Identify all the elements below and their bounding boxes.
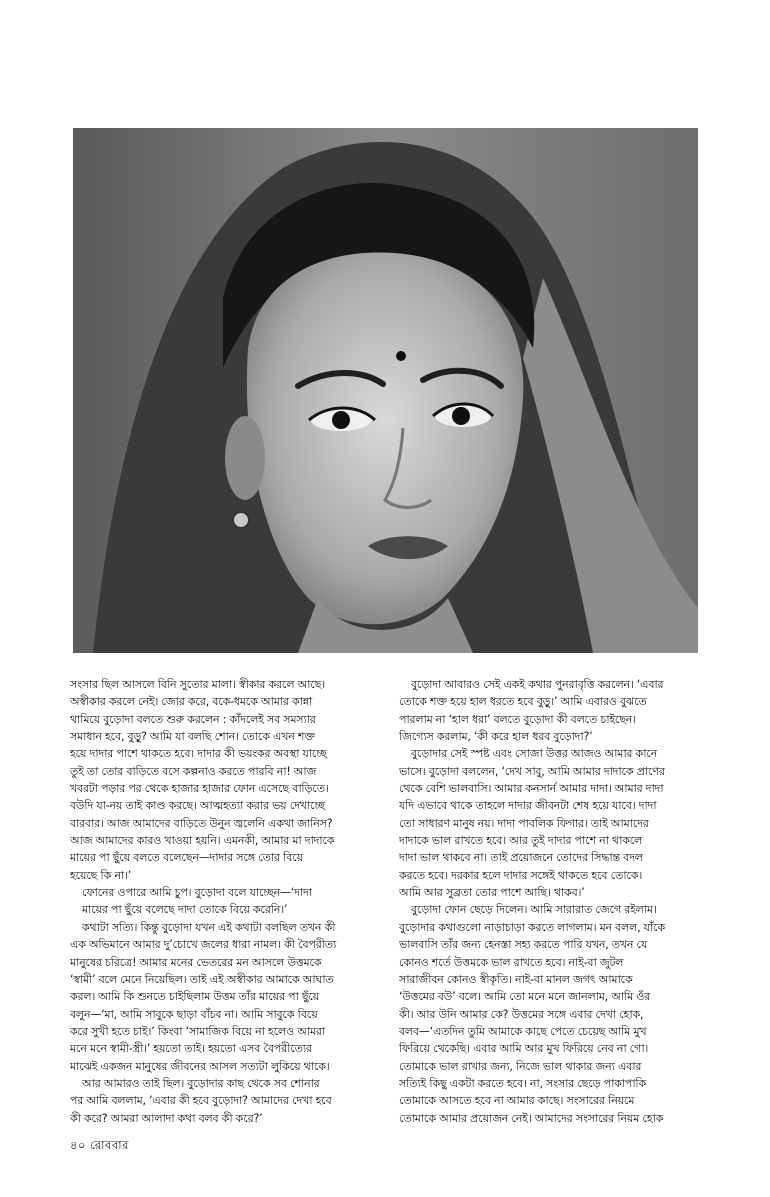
paragraph-line: তুই তা তোর বাড়িতে বসে কল্পনাও করতে পারবি না! আজ xyxy=(70,764,317,778)
paragraph-line: বুড়োদার সেই স্পষ্ট এবং সোজা উত্তর আজও আমার কানে xyxy=(411,747,658,761)
paragraph-line: সমাধান হবে, বুড়ু? আমি যা বলছি শোন। তোকে এখন শক্ত xyxy=(70,730,315,744)
paragraph-line: পর আমি বললাম, ‘এবার কী হবে বুড়োদা? আমাদের দেখা হবে xyxy=(70,1094,332,1108)
paragraph-line: তো সাধারণ মানুষ নয়। দাদা পাবলিক ফিগার। তাই আমাদের xyxy=(399,816,649,830)
paragraph-line: আজ আমাদের কারও খাওয়া হয়নি। এমনকী, আমার মা দাদাকে xyxy=(70,834,335,848)
magazine-name: রোববার xyxy=(90,1138,129,1152)
paragraph-line: তোকে শক্ত হয়ে হাল ধরতে হবে বুড়ু।’ আমি এবারও বুঝতে xyxy=(399,695,647,709)
paragraph-line: খবরটা পড়ার পর থেকে হাজার হাজার ফোন এসেছে বাড়িতে। xyxy=(70,782,329,796)
paragraph-line: পারলাম না ‘হাল ধরা’ বলতে বুড়োদা কী বলতে চাইছেন। xyxy=(399,712,636,726)
paragraph-line: আর আমারও তাই ছিল। বুড়োদার কাছ থেকে সব শোনার xyxy=(82,1076,320,1090)
paragraph-line: বুড়োদা ফোন ছেড়ে দিলেন। আমি সারারাত জেগে রইলাম। xyxy=(411,903,657,917)
paragraph-line: থেকে বেশি ভালবাসি। আমার কনসার্ন আমার দাদা। আমার দাদা xyxy=(399,782,664,796)
paragraph-line: সংসার ছিল আসলে বিনি সুতোর মালা। স্বীকার করলে আছে। xyxy=(70,678,325,691)
paragraph-line: করে সুখী হতে চাই।’ কিংবা ‘সামাজিক বিয়ে না হলেও আমরা xyxy=(70,1024,325,1038)
paragraph-line: এক অভিমানে আমার দু’চোখে জলের ধারা নামল। কী বৈপরীত্য xyxy=(70,938,337,952)
paragraph-line: জিগ্যেস করলাম, ‘কী করে হাল ধরব বুড়োদা?’ xyxy=(399,730,593,744)
article-column-left xyxy=(70,676,383,1124)
paragraph-line: আমি আর সুব্রতা তোর পাশে আছি। থাকব।’ xyxy=(399,886,585,900)
paragraph-line: করতে হবে। দরকার হলে দাদার সঙ্গেই থাকতে হবে তোকে। xyxy=(399,868,643,882)
page-footer xyxy=(70,1137,129,1156)
paragraph-line: বুড়োদার কথাগুলো নাড়াচাড়া করতে লাগলাম। মন বলল, যাঁকে xyxy=(399,920,665,934)
paragraph-line: দাদাকে ভাল রাখতে হবে। আর তুই দাদার পাশে না থাকলে xyxy=(399,834,643,848)
paragraph-line: কী। আর উনি আমার কে? উত্তমের সঙ্গে এবার দেখা হোক, xyxy=(399,1007,644,1021)
paragraph-line: হয়েছে কি না।’ xyxy=(70,868,132,882)
paragraph-line: ভাসে। বুড়োদা বললেন, ‘দেখ সাবু, আমি আমার দাদাকে প্রাণের xyxy=(399,764,665,778)
paragraph-line: মানুষের চরিত্রে! আমার মনের ভেতরের মন আসলে উত্তমকে xyxy=(70,955,322,969)
paragraph-line: বলুন—‘মা, আমি সাবুকে ছাড়া বাঁচব না। আমি সাবুকে বিয়ে xyxy=(70,1007,318,1021)
article-column-right xyxy=(399,676,712,1124)
paragraph-line: কোনও শর্তে উত্তমকে ভাল রাখতে হবে। নাই-বা জুটল xyxy=(399,955,624,969)
page-number: ৪০ xyxy=(70,1138,86,1152)
paragraph-line: ভালবাসি তাঁর জন্য হেনস্তা সহ্য করতে পারি যখন, তখন যে xyxy=(399,938,648,952)
paragraph-line: করল। আমি কি শুনতে চাইছিলাম উত্তম তাঁর মায়ের পা ছুঁয়ে xyxy=(70,990,320,1004)
paragraph-line: তোমাকে আমার প্রয়োজন নেই। আমাদের সংসারের নিয়ম হোক xyxy=(399,1111,664,1124)
paragraph-line: হয়ে দাদার পাশে থাকতে হবে। দাদার কী ভয়ংকর অবস্থা যাচ্ছে xyxy=(70,747,327,761)
paragraph-line: সত্যিই কিছু একটা করতে হবে। না, সংসার ছেড়ে পাকাপাকি xyxy=(399,1076,647,1090)
paragraph-line: অস্বীকার করলে নেই। জোর করে, বকে-ধমকে আমার কান্না xyxy=(70,695,313,709)
paragraph-line: বুড়োদা আবারও সেই একই কথার পুনরাবৃত্তি করলেন। ‘এবার xyxy=(411,678,664,691)
paragraph-line: যদি এভাবে থাকে তাহলে দাদার জীবনটা শেষ হয়ে যাবে। দাদা xyxy=(399,799,657,813)
portrait-illustration xyxy=(73,128,698,653)
paragraph-line: থামিয়ে বুড়োদা বলতে শুরু করলেন : কাঁদলেই সব সমস্যার xyxy=(70,712,316,726)
paragraph-line: ফিরিয়ে থেকেছি। এবার আমি আর মুখ ফিরিয়ে নেব না গো। xyxy=(399,1042,649,1056)
paragraph-line: দাদা ভাল থাকবে না। তাই প্রয়োজনে তোদের সিদ্ধান্ত বদল xyxy=(399,851,643,865)
paragraph-line: ‘উত্তমের বউ’ বলে। আমি তো মনে মনে জানলাম, আমি ওঁর xyxy=(399,990,651,1004)
paragraph-line: বউদি যা-নয় তাই কাণ্ড করছে। আত্মহত্যা করার ভয় দেখাচ্ছে xyxy=(70,799,325,813)
paragraph-line: তোমাকে আসতে হবে না আমার কাছে। সংসারের নিয়মে xyxy=(399,1094,635,1108)
paragraph-line: বলব—‘এতদিন তুমি আমাকে কাছে পেতে চেয়েছ আমি মুখ xyxy=(399,1024,647,1038)
paragraph-line: মনে মনে স্বামী-স্ত্রী।’ হয়তো তাই। হয়তো এসব বৈপরীত্যের xyxy=(70,1042,312,1056)
paragraph-line: মায়ের পা ছুঁয়ে বলতে বলেছেন—দাদার সঙ্গে তোর বিয়ে xyxy=(70,851,303,865)
portrait-photo xyxy=(73,128,698,653)
paragraph-line: ফোনের ওপারে আমি চুপ। বুড়োদা বলে যাচ্ছেন—‘দাদা xyxy=(82,886,312,900)
paragraph-line: মায়ের পা ছুঁয়ে বলেছে দাদা তোকে বিয়ে করেনি।’ xyxy=(82,903,288,917)
paragraph-line: ‘স্বামী’ বলে মেনে নিয়েছিল। তাই এই অস্বীকার আমাকে আঘাত xyxy=(70,972,334,986)
paragraph-line: কী করে? আমরা আলাদা কথা বলব কী করে?’ xyxy=(70,1111,263,1124)
paragraph-line: মাঝেই একজন মানুষের জীবনের আসল সত্যটা লুকিয়ে থাকে। xyxy=(70,1059,330,1073)
paragraph-line: তোমাকে ভাল রাখার জন্য, নিজে ভাল থাকার জন্য এবার xyxy=(399,1059,642,1073)
paragraph-line: কথাটা সত্যি। কিন্তু বুড়োদা যখন এই কথাটা বলছিল তখন কী xyxy=(82,920,336,934)
paragraph-line: বারবার। আজ আমাদের বাড়িতে উনুন জ্বলেনি একথা জানিস? xyxy=(70,816,333,830)
paragraph-line: সারাজীবন কোনও স্বীকৃতি। নাই-বা মানল জগৎ আমাকে xyxy=(399,972,633,986)
